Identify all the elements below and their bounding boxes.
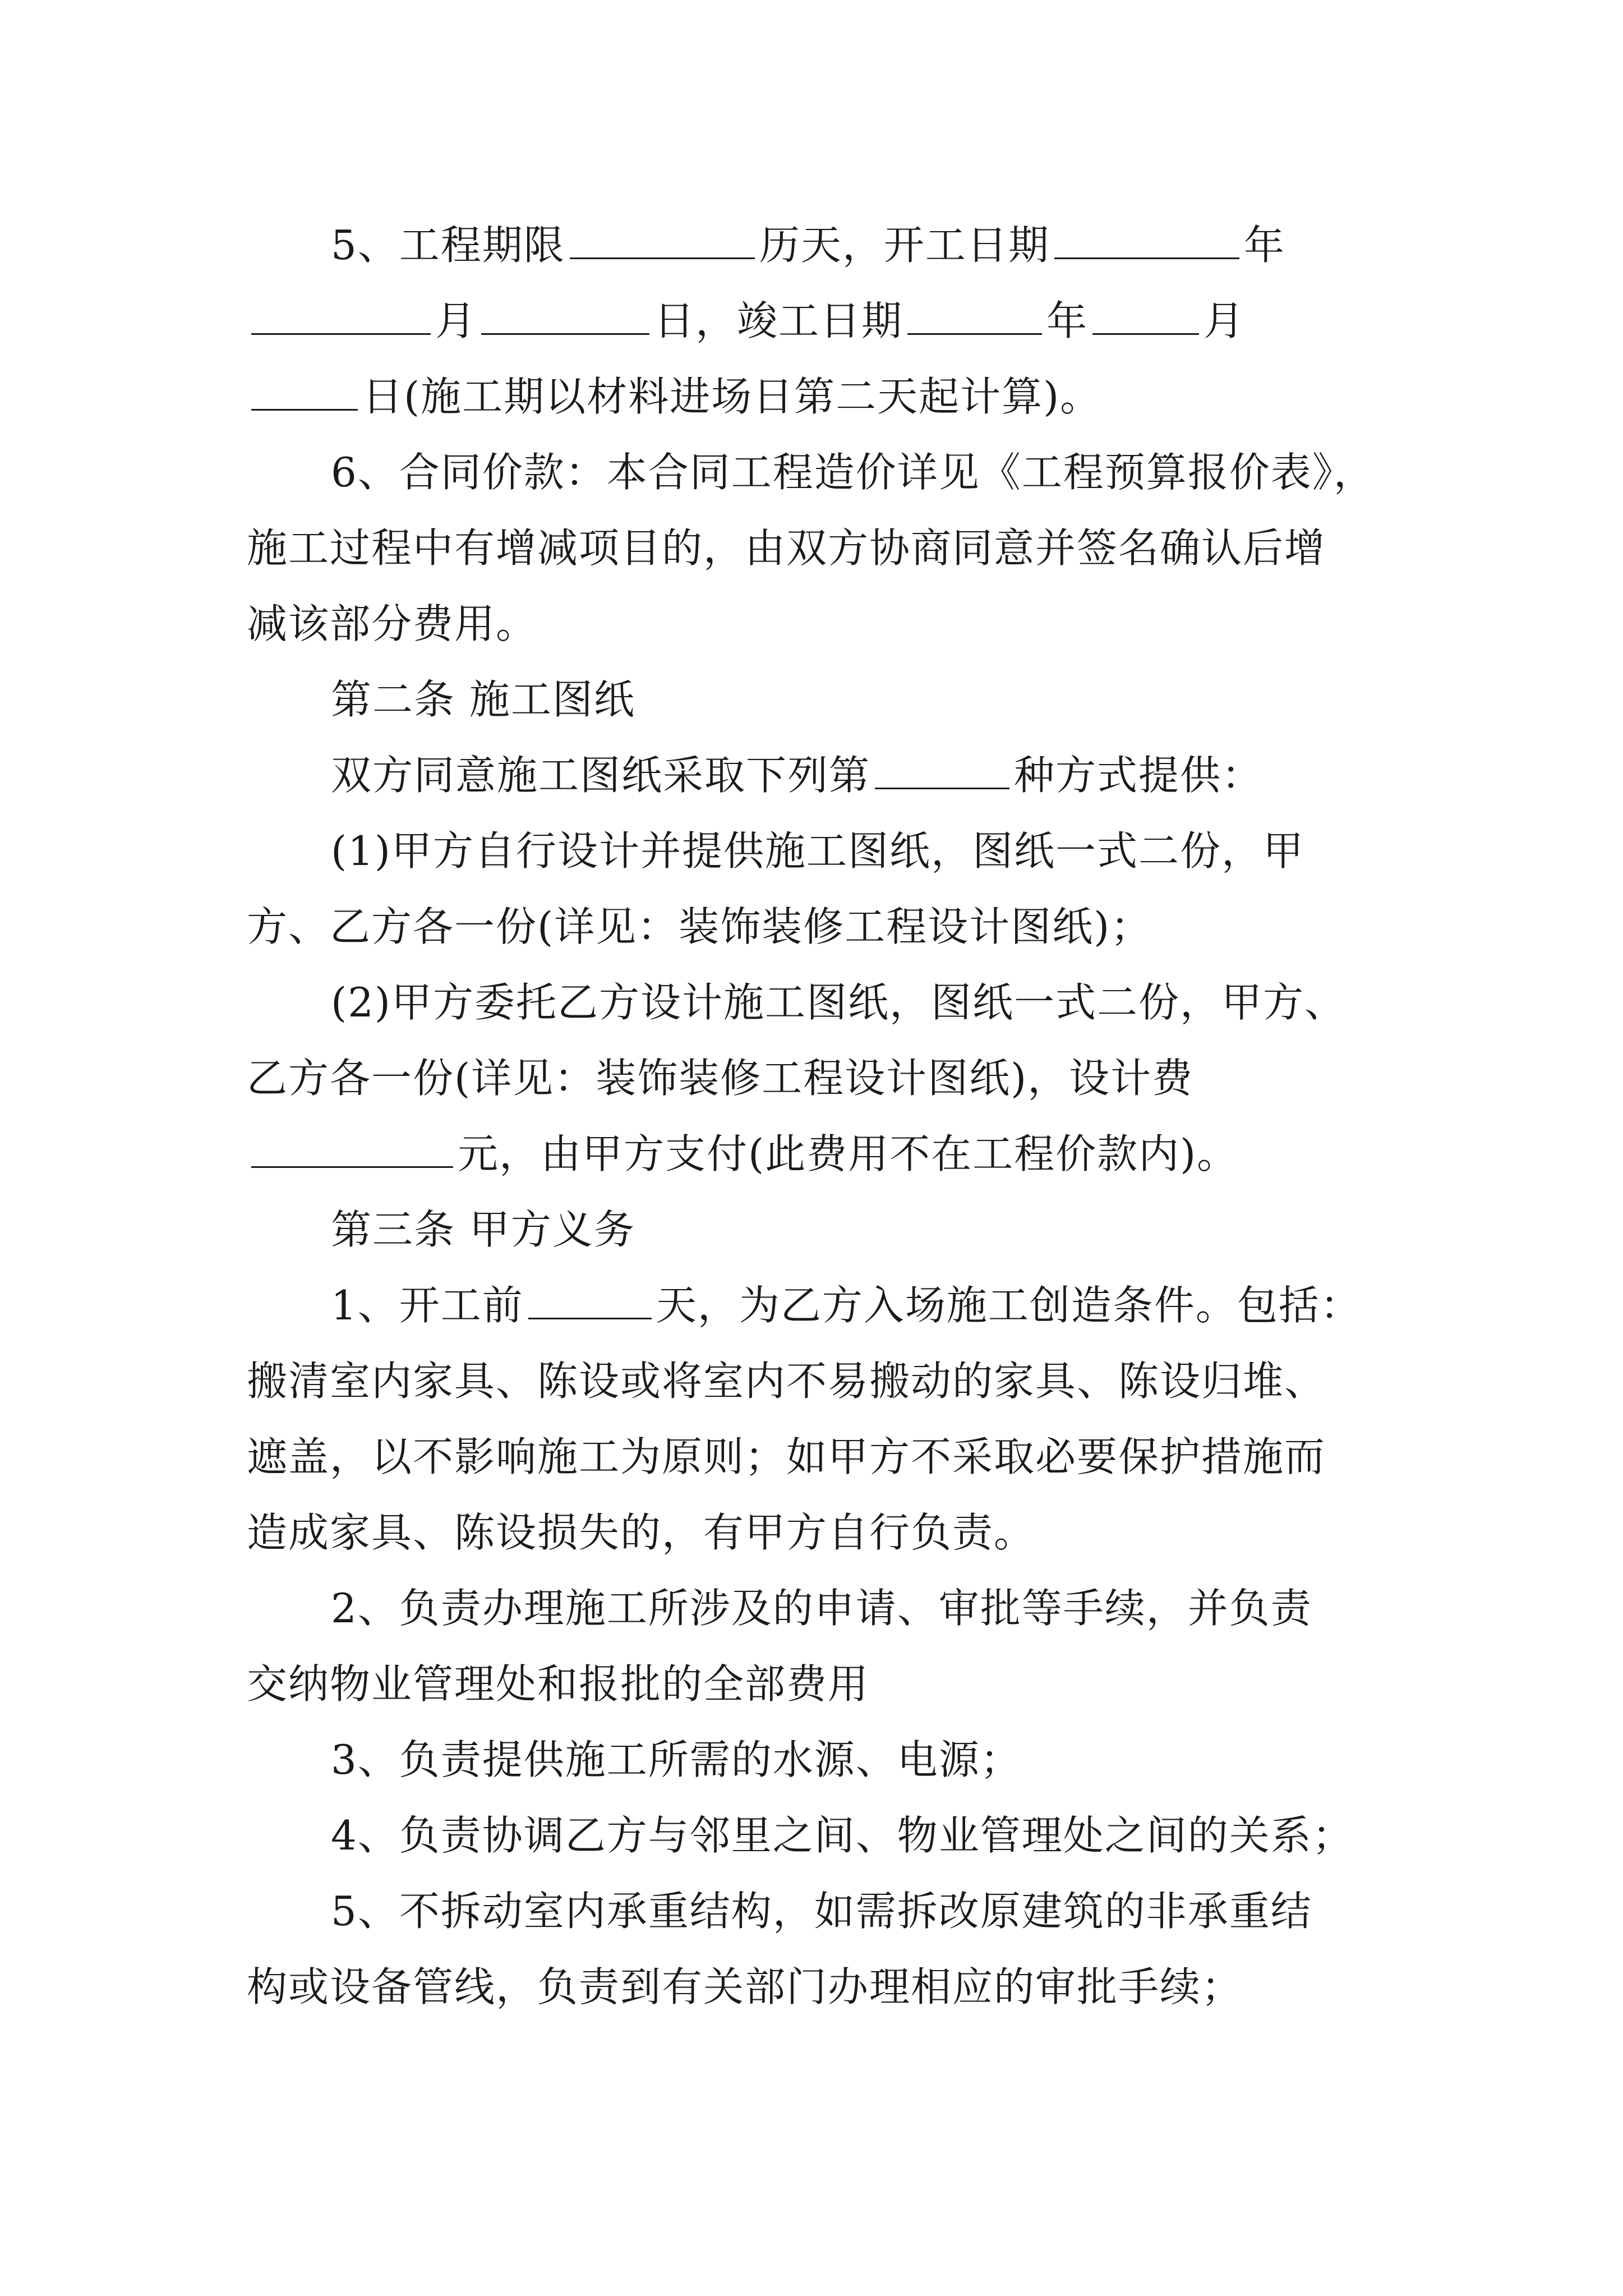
- text-segment: 第三条 甲方义务: [331, 1206, 635, 1253]
- paragraph-line: [247, 586, 537, 662]
- text-segment: 搬清室内家具、陈设或将室内不易搬动的家具、陈设归堆、: [247, 1358, 1326, 1405]
- paragraph-line: [247, 1419, 1326, 1495]
- text-segment: (1)甲方自行设计并提供施工图纸，图纸一式二份，甲: [331, 827, 1304, 875]
- text-segment: 日(施工期以材料进场日第二天起计算)。: [362, 373, 1102, 420]
- fill-blank: [251, 294, 431, 335]
- text-segment: 年: [1046, 297, 1089, 344]
- text-segment: 减该部分费用。: [247, 600, 538, 647]
- text-segment: 造成家具、陈设损失的，有甲方自行负责。: [247, 1509, 1036, 1556]
- text-segment: 日，竣工日期: [654, 297, 903, 344]
- paragraph-line: [247, 889, 1152, 965]
- text-segment: 4、负责协调乙方与邻里之间、物业管理处之间的关系；: [331, 1812, 1354, 1859]
- paragraph-line: [247, 359, 1101, 435]
- text-segment: 6、合同价款：本合同工程造价详见《工程预算报价表》，: [331, 449, 1375, 496]
- paragraph-line: [331, 1798, 1354, 1874]
- paragraph-line: [331, 1268, 1362, 1343]
- paragraph-line: [331, 435, 1375, 510]
- text-segment: 方、乙方各一份(详见：装饰装修工程设计图纸)；: [247, 903, 1152, 950]
- text-segment: 年: [1243, 222, 1285, 269]
- paragraph-line: [331, 813, 1304, 889]
- text-segment: 交纳物业管理处和报批的全部费用: [247, 1660, 870, 1708]
- text-segment: 5、不拆动室内承重结构，如需拆改原建筑的非承重结: [331, 1888, 1312, 1935]
- paragraph-line: [331, 965, 1346, 1041]
- text-segment: 月: [435, 297, 477, 344]
- text-segment: 遮盖，以不影响施工为原则；如甲方不采取必要保护措施而: [247, 1433, 1326, 1480]
- section-heading: [331, 662, 635, 738]
- fill-blank: [481, 294, 649, 335]
- text-segment: 3、负责提供施工所需的水源、电源；: [331, 1736, 1022, 1783]
- text-segment: 双方同意施工图纸采取下列第: [331, 752, 871, 799]
- text-segment: 种方式提供：: [1014, 752, 1264, 799]
- text-segment: 构或设备管线，负责到有关部门办理相应的审批手续；: [247, 1963, 1243, 2010]
- text-segment: 元，由甲方支付(此费用不在工程价款内)。: [458, 1130, 1239, 1177]
- paragraph-line: [247, 1041, 1193, 1116]
- fill-blank: [1092, 294, 1199, 335]
- paragraph-line: [331, 1874, 1312, 1949]
- paragraph-line: [247, 1343, 1326, 1419]
- fill-blank: [251, 1127, 453, 1168]
- paragraph-line: [331, 208, 1285, 283]
- fill-blank: [528, 1278, 652, 1319]
- text-segment: 2、负责办理施工所涉及的申请、审批等手续，并负责: [331, 1585, 1312, 1632]
- paragraph-line: [331, 1571, 1312, 1646]
- text-segment: 月: [1204, 297, 1246, 344]
- text-segment: 历天，开工日期: [759, 222, 1050, 269]
- fill-blank: [907, 294, 1042, 335]
- section-heading: [331, 1192, 635, 1268]
- text-segment: 1、开工前: [331, 1282, 524, 1329]
- text-segment: 5、工程期限: [331, 222, 565, 269]
- paragraph-line: [247, 1646, 869, 1722]
- paragraph-line: [247, 283, 1245, 359]
- paragraph-line: [247, 1495, 1035, 1571]
- text-segment: (2)甲方委托乙方设计施工图纸，图纸一式二份，甲方、: [331, 979, 1346, 1026]
- fill-blank: [1054, 218, 1239, 259]
- paragraph-line: [247, 1116, 1238, 1192]
- paragraph-line: [331, 1722, 1022, 1798]
- fill-blank: [570, 218, 755, 259]
- text-segment: 施工过程中有增减项目的，由双方协商同意并签名确认后增: [247, 524, 1326, 572]
- paragraph-line: [247, 1949, 1243, 2025]
- text-segment: 乙方各一份(详见：装饰装修工程设计图纸)，设计费: [247, 1055, 1194, 1102]
- text-segment: 第二条 施工图纸: [331, 676, 635, 723]
- paragraph-line: [247, 510, 1326, 586]
- fill-blank: [251, 370, 358, 411]
- text-segment: 天，为乙方入场施工创造条件。包括：: [656, 1282, 1362, 1329]
- paragraph-line: [331, 738, 1263, 813]
- fill-blank: [875, 748, 1009, 789]
